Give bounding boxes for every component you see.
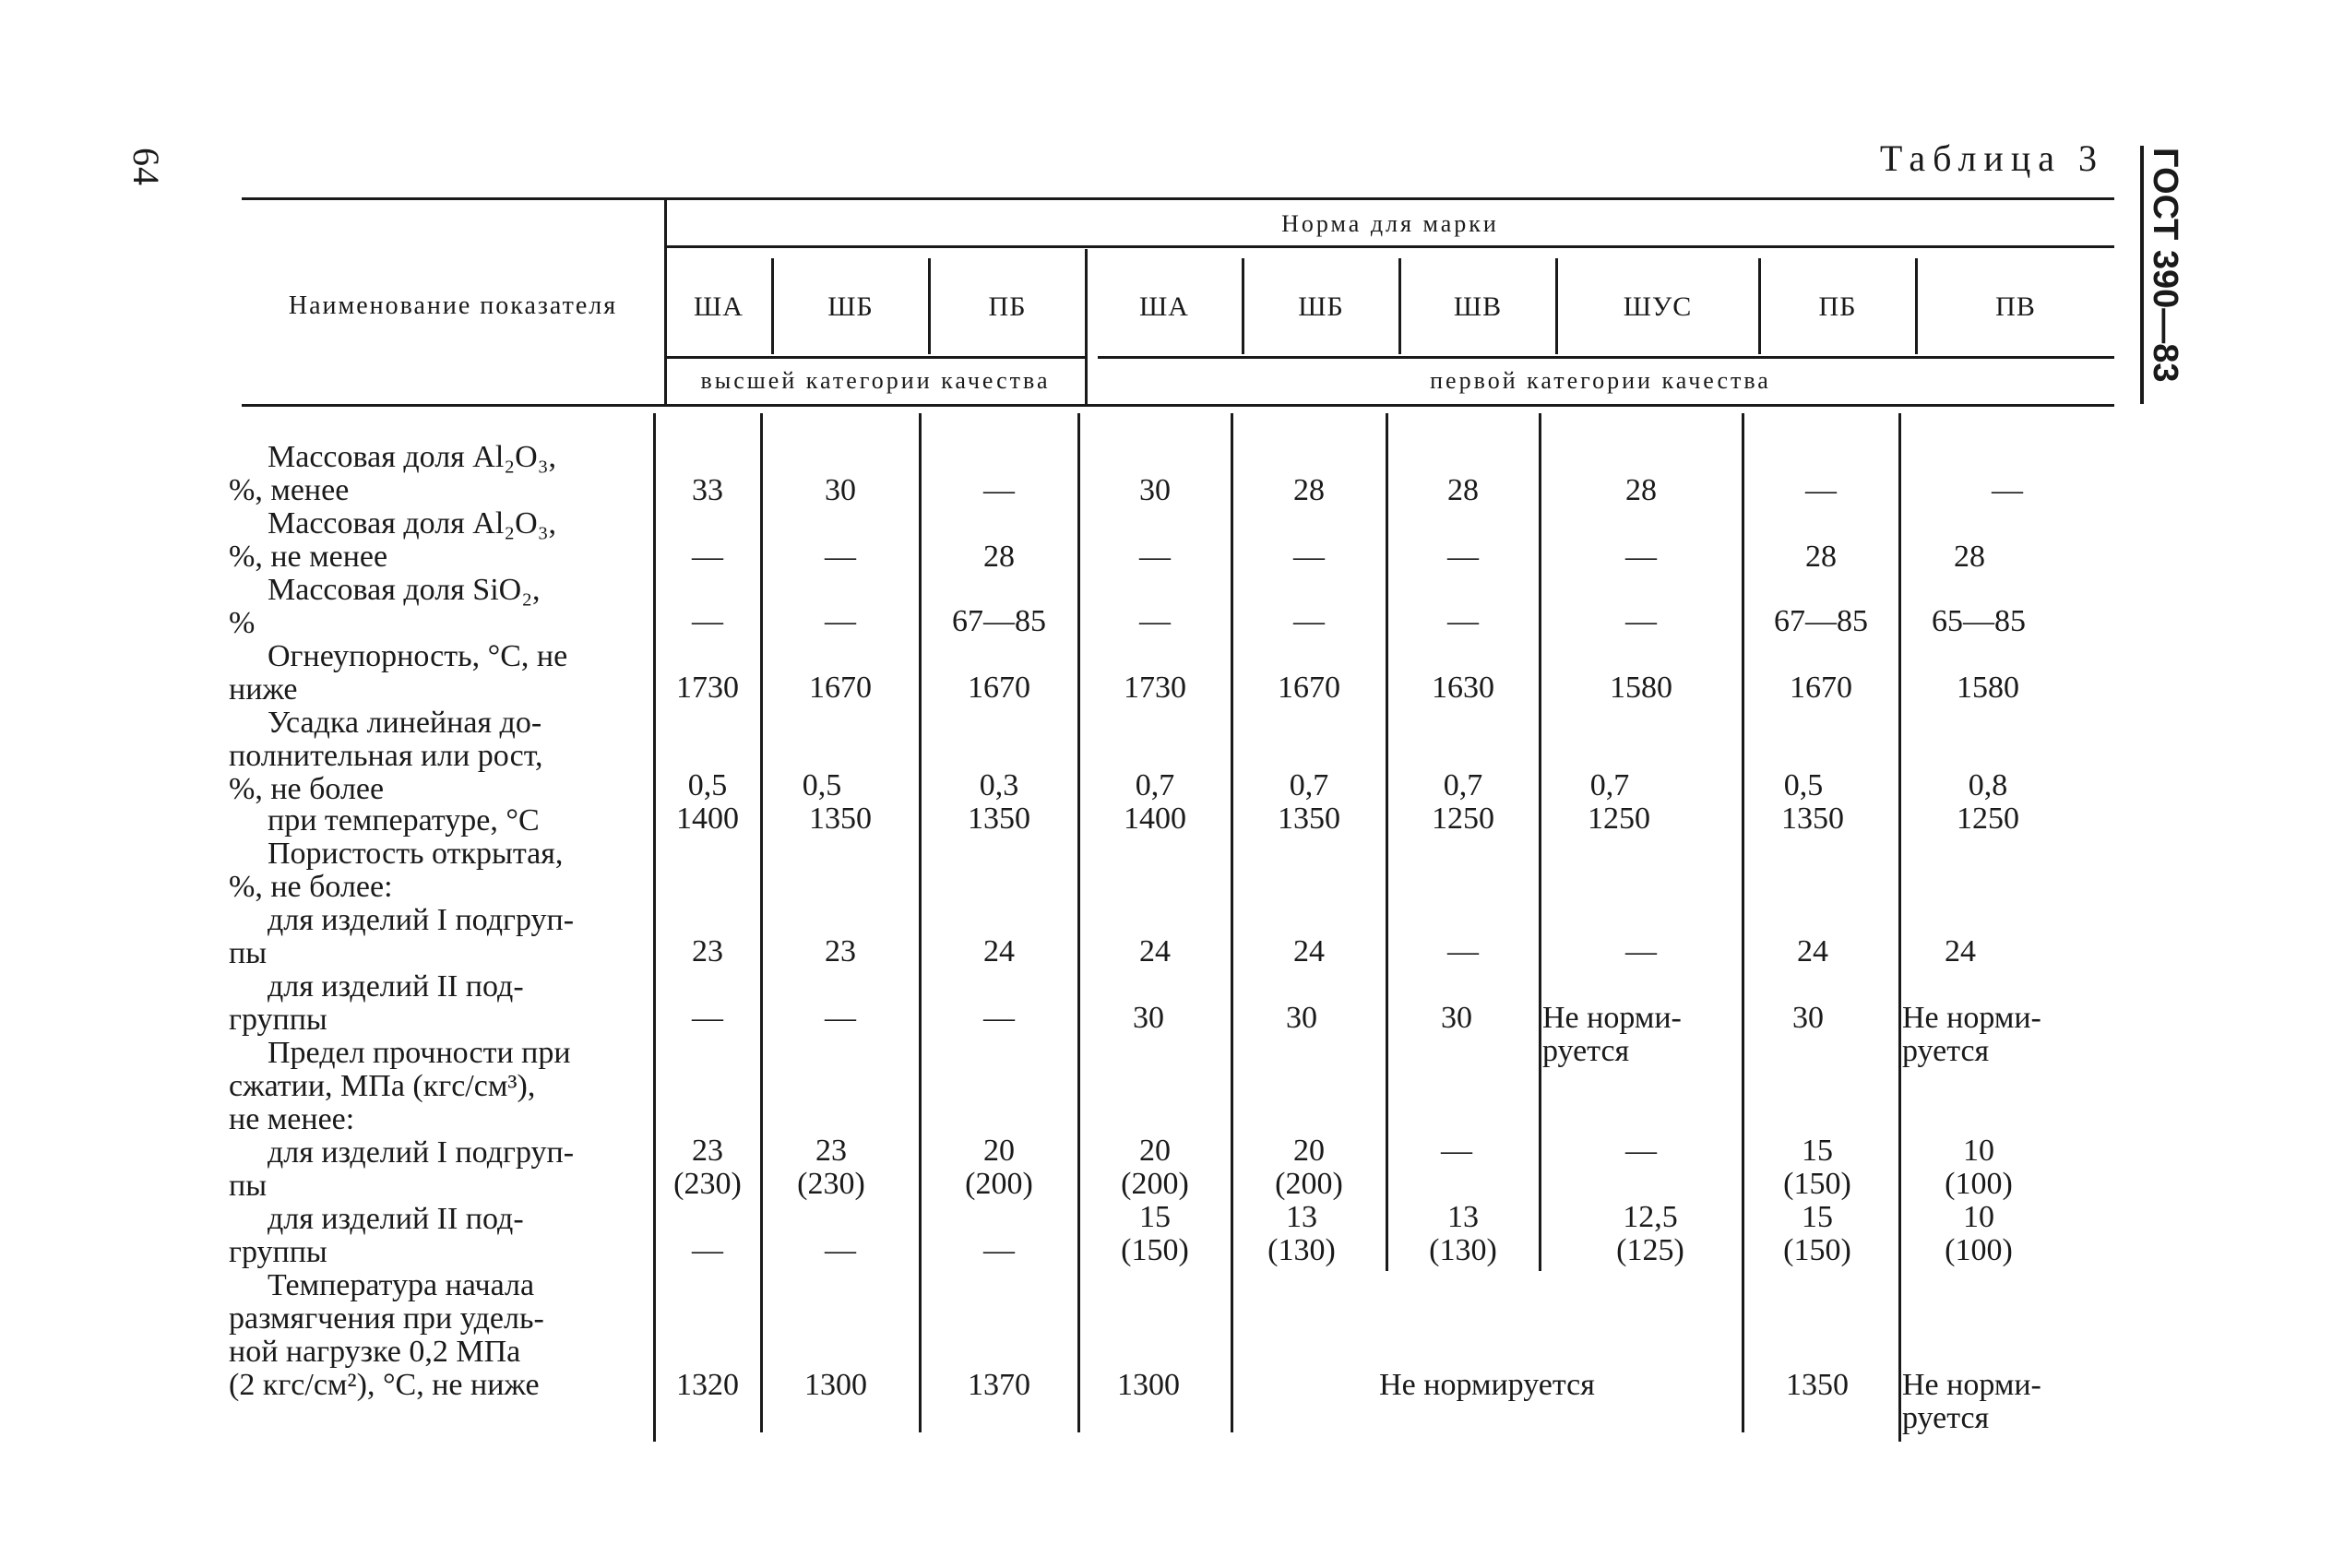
value-cell: 1670 bbox=[968, 671, 1030, 705]
value-cell: — bbox=[983, 1233, 1015, 1267]
row-label: для изделий I подгруп- пы bbox=[229, 1135, 575, 1203]
value-cell: 1300 bbox=[804, 1368, 867, 1402]
value-cell: 28 bbox=[1447, 473, 1479, 507]
value-cell: — bbox=[1293, 540, 1325, 574]
value-cell: 0,8 bbox=[1968, 768, 2008, 802]
table-title: Таблица 3 bbox=[1879, 137, 2104, 179]
value-cell: 0,7 bbox=[1589, 768, 1630, 802]
value-cell: 20 (200) bbox=[1275, 1134, 1343, 1201]
row-label: для изделий II под- группы bbox=[229, 969, 524, 1037]
value-cell: 1730 bbox=[1124, 671, 1186, 705]
value-cell: 30 bbox=[1792, 1001, 1824, 1035]
value-cell: 1400 bbox=[676, 802, 739, 836]
value-cell: — bbox=[1625, 604, 1657, 638]
value-cell: 10 (100) bbox=[1945, 1134, 2013, 1201]
value-cell: 1580 bbox=[1610, 671, 1672, 705]
value-cell: 67—85 bbox=[952, 604, 1046, 638]
value-cell: 15 (150) bbox=[1121, 1200, 1189, 1267]
value-cell: 24 bbox=[1797, 934, 1828, 968]
norm-header-rule bbox=[666, 245, 2114, 248]
page-number: 64 bbox=[125, 148, 167, 186]
value-cell: 28 bbox=[1954, 540, 1985, 574]
row-label: при температуре, °C bbox=[268, 803, 540, 837]
value-cell: — bbox=[1992, 473, 2023, 507]
brand-shus-first: ШУС bbox=[1623, 291, 1693, 322]
value-cell: 0,7 bbox=[1443, 768, 1483, 802]
value-cell: 15 (150) bbox=[1783, 1134, 1851, 1201]
value-cell: 1350 bbox=[968, 802, 1030, 836]
value-cell: Не норми- руется bbox=[1542, 1001, 1682, 1068]
value-cell: 1350 bbox=[809, 802, 872, 836]
value-cell: Не норми- руется bbox=[1902, 1001, 2041, 1068]
value-cell: — bbox=[983, 1001, 1015, 1035]
norm-header: Норма для марки bbox=[1281, 210, 1499, 237]
category-rule-first bbox=[1098, 356, 2114, 359]
brand-shb-first: ШБ bbox=[1298, 291, 1344, 322]
value-cell: 12,5 (125) bbox=[1616, 1200, 1684, 1267]
value-cell: — bbox=[825, 540, 856, 574]
row-label: Предел прочности при сжатии, МПа (кгс/см³), не менее: bbox=[229, 1036, 571, 1136]
value-cell: — bbox=[1447, 934, 1479, 968]
value-cell: 1630 bbox=[1432, 671, 1494, 705]
value-cell: 0,5 bbox=[802, 768, 842, 802]
row-label: Массовая доля Al₂O₃, %, менее bbox=[229, 440, 557, 507]
value-cell: — bbox=[692, 604, 723, 638]
value-cell: — bbox=[1139, 604, 1171, 638]
value-cell: 28 bbox=[1293, 473, 1325, 507]
value-cell: 30 bbox=[1133, 1001, 1164, 1035]
value-cell: 24 bbox=[1293, 934, 1325, 968]
value-cell: — bbox=[1139, 540, 1171, 574]
value-cell: 1670 bbox=[1278, 671, 1340, 705]
value-cell: 1250 bbox=[1588, 802, 1650, 836]
standard-designation: ГОСТ 390—83 bbox=[2146, 148, 2184, 383]
value-cell: — bbox=[1805, 473, 1837, 507]
row-label: для изделий I подгруп- пы bbox=[229, 903, 575, 970]
brand-pb-first: ПБ bbox=[1818, 291, 1857, 322]
value-cell: — bbox=[825, 1233, 856, 1267]
value-cell: 20 (200) bbox=[965, 1134, 1033, 1201]
row-label: Усадка линейная до- полнительная или рост, %, не более bbox=[229, 706, 543, 806]
value-cell: — bbox=[983, 473, 1015, 507]
row-label: для изделий II под- группы bbox=[229, 1202, 524, 1269]
category-rule-high bbox=[666, 356, 1085, 359]
value-cell: 24 bbox=[983, 934, 1015, 968]
value-cell: 24 bbox=[1945, 934, 1976, 968]
category-high: высшей категории качества bbox=[700, 367, 1051, 394]
brand-pv-first: ПВ bbox=[1995, 291, 2036, 322]
value-cell: 28 bbox=[1805, 540, 1837, 574]
brand-shv-first: ШВ bbox=[1453, 291, 1503, 322]
value-cell: — bbox=[1447, 540, 1479, 574]
value-cell: — bbox=[692, 1001, 723, 1035]
brand-sha-high: ША bbox=[694, 291, 744, 322]
value-cell: 0,7 bbox=[1135, 768, 1175, 802]
value-cell: Не норми- руется bbox=[1902, 1368, 2041, 1435]
indicator-header: Наименование показателя bbox=[288, 291, 618, 320]
value-cell: 1250 bbox=[1432, 802, 1494, 836]
value-cell: 33 bbox=[692, 473, 723, 507]
row-label: Пористость открытая, %, не более: bbox=[229, 837, 564, 904]
value-cell: 0,5 bbox=[1783, 768, 1824, 802]
value-cell: 1730 bbox=[676, 671, 739, 705]
value-cell: 1670 bbox=[1790, 671, 1852, 705]
value-cell: 1350 bbox=[1278, 802, 1340, 836]
value-cell: — bbox=[692, 540, 723, 574]
value-cell: 1370 bbox=[968, 1368, 1030, 1402]
value-cell: 24 bbox=[1139, 934, 1171, 968]
brand-pb-high: ПБ bbox=[988, 291, 1027, 322]
value-cell: 13 (130) bbox=[1267, 1200, 1336, 1267]
value-cell: 1580 bbox=[1957, 671, 2019, 705]
value-cell: 1350 bbox=[1786, 1368, 1849, 1402]
value-cell: — bbox=[1293, 604, 1325, 638]
value-cell: 30 bbox=[1441, 1001, 1472, 1035]
value-cell: 1670 bbox=[809, 671, 872, 705]
category-first: первой категории качества bbox=[1430, 367, 1771, 394]
value-cell: 1250 bbox=[1957, 802, 2019, 836]
value-cell: 23 bbox=[692, 934, 723, 968]
row-label: Массовая доля Al₂O₃, %, не менее bbox=[229, 506, 557, 574]
value-cell: — bbox=[1447, 604, 1479, 638]
value-cell: 23 bbox=[825, 934, 856, 968]
value-cell: 0,7 bbox=[1289, 768, 1329, 802]
value-cell: 28 bbox=[983, 540, 1015, 574]
value-cell: — bbox=[1625, 934, 1657, 968]
value-cell: 30 bbox=[1139, 473, 1171, 507]
value-cell: 28 bbox=[1625, 473, 1657, 507]
brand-shb-high: ШБ bbox=[827, 291, 874, 322]
brand-sha-first: ША bbox=[1139, 291, 1189, 322]
value-cell: 30 bbox=[1286, 1001, 1317, 1035]
value-cell: 1300 bbox=[1117, 1368, 1180, 1402]
value-cell: 30 bbox=[825, 473, 856, 507]
value-cell: — bbox=[1625, 540, 1657, 574]
value-cell: 1320 bbox=[676, 1368, 739, 1402]
value-cell: 10 (100) bbox=[1945, 1200, 2013, 1267]
value-cell: — bbox=[825, 1001, 856, 1035]
row-label: Огнеупорность, °C, не ниже bbox=[229, 639, 568, 707]
value-cell: — bbox=[692, 1233, 723, 1267]
row-label: Массовая доля SiO₂, % bbox=[229, 573, 541, 640]
value-cell: — bbox=[1625, 1134, 1657, 1168]
value-cell: 0,3 bbox=[979, 768, 1019, 802]
value-cell: 23 (230) bbox=[673, 1134, 742, 1201]
table-top-rule bbox=[242, 197, 2114, 200]
value-cell: 0,5 bbox=[687, 768, 728, 802]
value-cell: 65—85 bbox=[1932, 604, 2026, 638]
value-cell: 67—85 bbox=[1774, 604, 1868, 638]
value-cell: 23 (230) bbox=[797, 1134, 865, 1201]
row-label: Температура начала размягчения при удель- ной нагрузке 0,2 МПа (2 кгс/см²), °C, не ниже bbox=[229, 1268, 544, 1402]
value-cell: 1350 bbox=[1781, 802, 1844, 836]
value-cell: Не нормируется bbox=[1379, 1368, 1595, 1402]
value-cell: 15 (150) bbox=[1783, 1200, 1851, 1267]
value-cell: 13 (130) bbox=[1429, 1200, 1497, 1267]
value-cell: 20 (200) bbox=[1121, 1134, 1189, 1201]
header-bottom-rule bbox=[242, 404, 2114, 407]
standard-side-rule bbox=[2140, 146, 2144, 404]
value-cell: 1400 bbox=[1124, 802, 1186, 836]
value-cell: — bbox=[1441, 1134, 1472, 1168]
value-cell: — bbox=[825, 604, 856, 638]
